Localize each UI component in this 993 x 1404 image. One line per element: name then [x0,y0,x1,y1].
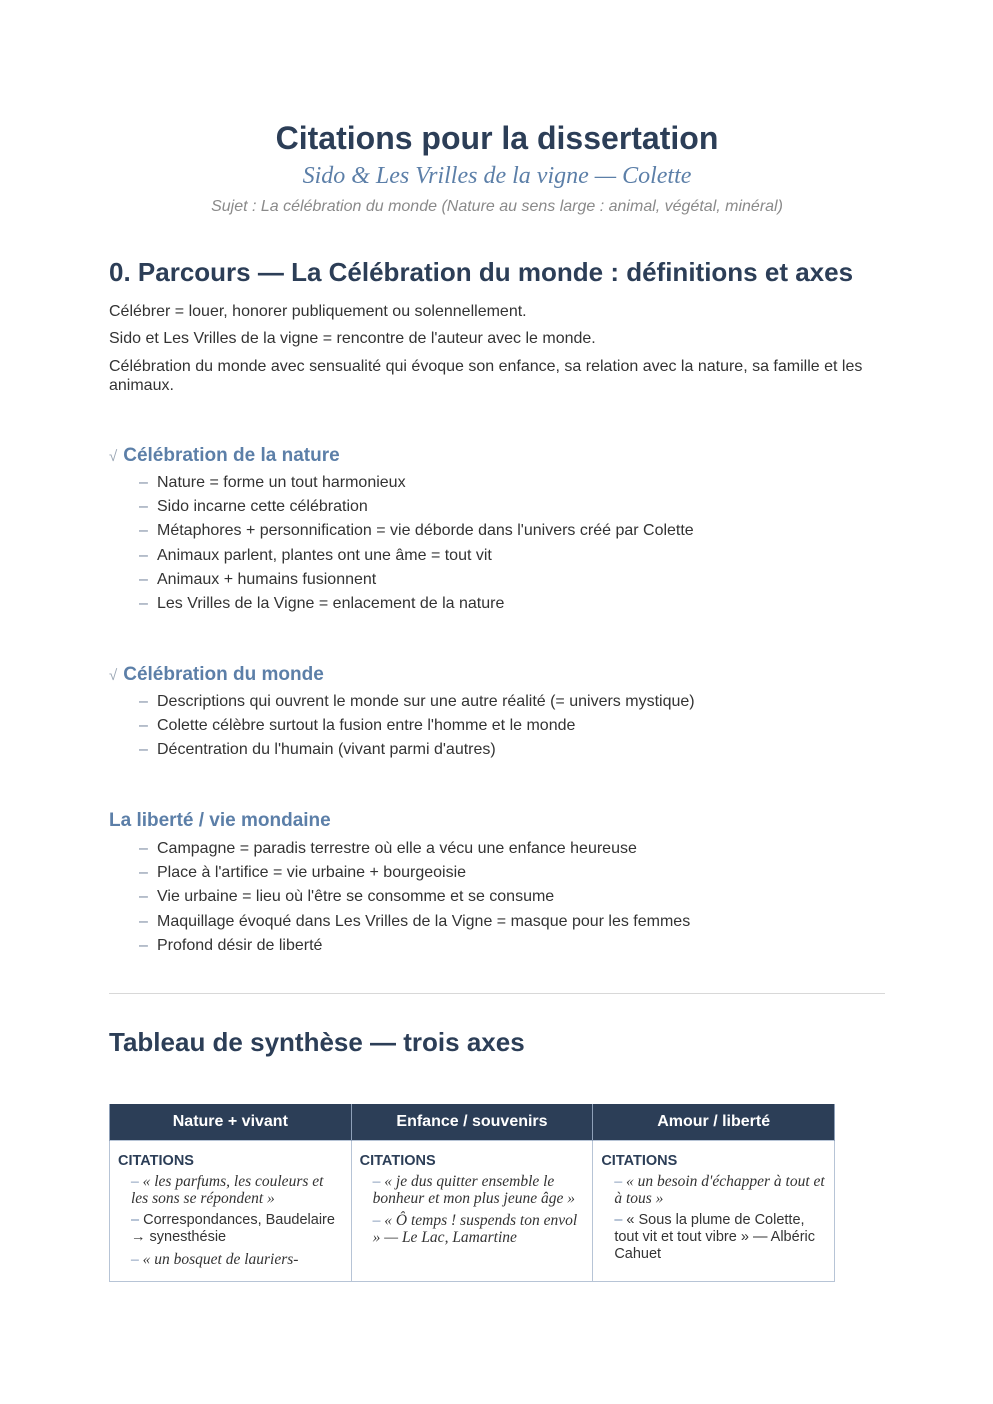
list-item: – Sido incarne cette célébration [139,495,694,519]
list-item: – Colette célèbre surtout la fusion entre l'homme et le monde [139,714,695,738]
citations-label: CITATIONS [359,1153,436,1169]
list-item: – Descriptions qui ouvrent le monde sur une autre réalité (= univers mystique) [139,690,695,714]
dash-bullet: – [614,1173,623,1190]
divider [109,993,885,994]
list-item: – Métaphores + personnification = vie déborde dans l'univers créé par Colette [139,519,694,543]
subheading-label: Célébration du monde [123,664,324,685]
paragraph: Célébration du monde avec sensualité qui évoque son enfance, sa relation avec la nature, sa famille et les animaux. [109,358,863,394]
subheading-liberte: La liberté / vie mondaine [109,810,331,831]
checkmark-icon: √ [109,448,118,465]
dash-bullet: – [372,1212,381,1229]
bullet-list-nature [139,471,694,616]
subheading-monde [109,664,324,686]
bullet-list-liberte [139,837,690,958]
dash-bullet: – [131,1251,139,1268]
citations-label: CITATIONS [118,1153,194,1169]
dash-bullet: – [614,1212,623,1228]
quote-item: – « les parfums, les couleurs et les sons se répondent » [131,1173,324,1207]
dash-bullet: – [139,474,148,491]
dash-bullet: – [139,936,148,954]
dash-bullet: – [139,693,148,710]
page-title: Citations pour la dissertation [275,120,719,156]
paragraph: Célébrer = louer, honorer publiquement ou solennellement. [109,303,527,320]
list-item: – Nature = forme un tout harmonieux [139,471,694,495]
dash-bullet: – [139,498,148,516]
table-header-row [110,1104,835,1141]
section-heading-synthese: Tableau de synthèse — trois axes [109,1027,525,1057]
section-heading-parcours: 0. Parcours — La Célébration du monde : définitions et axes [109,257,854,287]
list-item: – Les Vrilles de la Vigne = enlacement de la nature [139,592,694,616]
dash-bullet: – [372,1173,381,1190]
table-cell-amour [593,1141,835,1282]
quote-item: – « un besoin d'échapper à tout et à tous » [614,1173,825,1207]
dash-bullet: – [139,546,148,564]
page-subtitle: Sido & Les Vrilles de la vigne — Colette [302,163,692,189]
table-row [110,1141,835,1282]
quote-item: – « Ô temps ! suspends ton envol » — Le Lac, Lamartine [372,1212,578,1246]
citations-label: CITATIONS [601,1153,678,1169]
bullet-list-monde [139,690,695,763]
list-item: – Maquillage évoqué dans Les Vrilles de la Vigne = masque pour les femmes [139,910,690,934]
list-item: – Profond désir de liberté [139,934,690,958]
subheading-nature [109,445,340,467]
quote-item: – « un bosquet de lauriers- [131,1251,299,1268]
synthesis-table [109,1104,835,1282]
quote-item: – Correspondances, Baudelaire → synesthésie [131,1212,335,1245]
dash-bullet: – [139,570,148,588]
checkmark-icon: √ [109,667,118,684]
paragraph: Sido et Les Vrilles de la vigne = rencontre de l'auteur avec le monde. [109,330,596,347]
subheading-label: Célébration de la nature [123,445,340,466]
table-cell-nature [110,1141,352,1282]
list-item: – Vie urbaine = lieu où l'être se consomme et se consume [139,885,690,909]
subject-line: Sujet : La célébration du monde (Nature au sens large : animal, végétal, minéral) [211,198,783,215]
column-header: Nature + vivant [110,1104,352,1141]
quote-item: – « Sous la plume de Colette, tout vit et tout vibre » — Albéric Cahuet [614,1212,815,1262]
list-item: – Animaux + humains fusionnent [139,568,694,592]
dash-bullet: – [131,1173,139,1190]
dash-bullet: – [139,864,148,882]
dash-bullet: – [131,1212,140,1228]
list-item: – Campagne = paradis terrestre où elle a vécu une enfance heureuse [139,837,690,861]
table-cell-enfance [351,1141,593,1282]
column-header: Amour / liberté [593,1104,835,1141]
column-header: Enfance / souvenirs [351,1104,593,1141]
dash-bullet: – [139,888,148,906]
dash-bullet: – [139,522,148,540]
quote-item: – « je dus quitter ensemble le bonheur et mon plus jeune âge » [372,1173,575,1207]
dash-bullet: – [139,717,148,735]
list-item: – Place à l'artifice = vie urbaine + bourgeoisie [139,861,690,885]
dash-bullet: – [139,912,148,930]
list-item: – Décentration du l'humain (vivant parmi d'autres) [139,738,695,762]
dash-bullet: – [139,840,148,857]
list-item: – Animaux parlent, plantes ont une âme = tout vit [139,544,694,568]
dash-bullet: – [139,594,148,612]
dash-bullet: – [139,741,148,759]
